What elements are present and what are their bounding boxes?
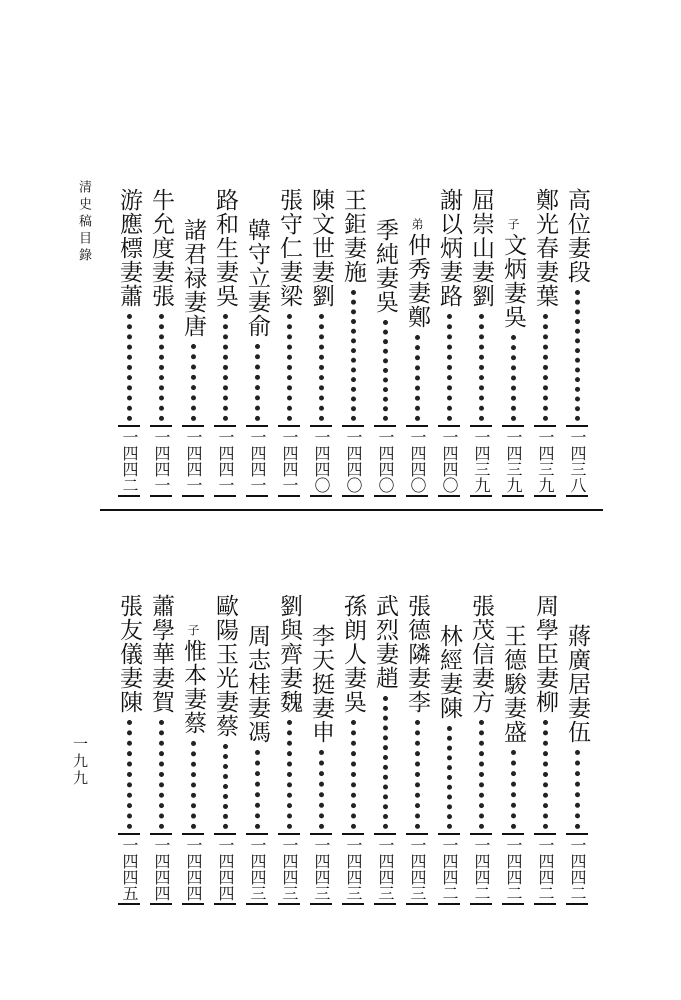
entry-page-number: 一四四三 — [374, 833, 396, 905]
entry-relation-prefix: 子 — [186, 624, 200, 636]
entry-title: 文炳妻吳 — [500, 233, 526, 329]
dot-leader — [255, 344, 260, 421]
toc-entry — [562, 188, 592, 497]
entry-title: 周學臣妻柳 — [532, 594, 558, 714]
entry-page-number: 一四四三 — [310, 833, 332, 905]
toc-entry — [210, 188, 240, 497]
dot-leader — [543, 720, 548, 829]
entry-title: 蔣廣居妻伍 — [564, 624, 590, 744]
entry-title: 韓守立妻俞 — [244, 218, 270, 338]
toc-entry — [402, 594, 432, 905]
dot-leader — [383, 320, 388, 421]
toc-entry — [402, 218, 432, 497]
entry-page-number: 一四四一 — [182, 425, 204, 497]
dot-leader — [191, 741, 196, 829]
dot-leader — [383, 696, 388, 829]
dot-leader — [511, 750, 516, 829]
toc-entry — [146, 594, 176, 905]
entry-title: 武烈妻趙 — [372, 594, 398, 690]
dot-leader — [255, 750, 260, 829]
entry-relation-prefix: 子 — [506, 218, 520, 230]
entry-title: 屈崇山妻劉 — [468, 188, 494, 308]
dot-leader — [127, 314, 132, 421]
entry-page-number: 一四四二 — [502, 833, 524, 905]
entry-page-number: 一四四二 — [566, 833, 588, 905]
entry-title: 張守仁妻梁 — [276, 188, 302, 308]
dot-leader — [223, 314, 228, 421]
entry-page-number: 一四四五 — [118, 833, 140, 905]
entry-title: 高位妻段 — [564, 188, 590, 284]
entry-title: 游應標妻蕭 — [116, 188, 142, 308]
entry-title: 鄭光春妻葉 — [532, 188, 558, 308]
dot-leader — [191, 344, 196, 421]
entry-page-number: 一四四〇 — [438, 425, 460, 497]
entry-page-number: 一四四一 — [150, 425, 172, 497]
entry-title: 張友儀妻陳 — [116, 594, 142, 714]
dot-leader — [319, 314, 324, 421]
entry-page-number: 一四四三 — [246, 833, 268, 905]
dot-leader — [351, 720, 356, 829]
toc-entry — [178, 624, 208, 905]
running-head: 清史稿目錄 — [76, 180, 91, 265]
toc-entry — [178, 218, 208, 497]
toc-entry — [466, 594, 496, 905]
entry-page-number: 一四四一 — [214, 425, 236, 497]
entry-page-number: 一四四二 — [470, 833, 492, 905]
dot-leader — [575, 750, 580, 829]
toc-entry — [498, 218, 528, 497]
toc-entry — [562, 624, 592, 905]
toc-entry — [242, 624, 272, 905]
dot-leader — [159, 314, 164, 421]
toc-entry — [338, 188, 368, 497]
toc-entry — [338, 594, 368, 905]
entry-page-number: 一四四一 — [246, 425, 268, 497]
entry-title: 蕭學華妻賀 — [148, 594, 174, 714]
entry-page-number: 一四四〇 — [374, 425, 396, 497]
dot-leader — [543, 314, 548, 421]
entry-title: 劉與齊妻魏 — [276, 594, 302, 714]
entry-title: 王德駿妻盛 — [500, 624, 526, 744]
entry-title: 張德隣妻李 — [404, 594, 430, 714]
entry-title: 牛允度妻張 — [148, 188, 174, 308]
entry-title: 惟本妻蔡 — [180, 639, 206, 735]
entry-relation-prefix: 弟 — [410, 218, 424, 230]
entry-page-number: 一四四〇 — [406, 425, 428, 497]
dot-leader — [479, 314, 484, 421]
entry-page-number: 一四三九 — [502, 425, 524, 497]
entry-title: 周志桂妻馮 — [244, 624, 270, 744]
toc-entry — [306, 624, 336, 905]
entry-page-number: 一四四一 — [278, 425, 300, 497]
toc-entry — [242, 218, 272, 497]
entry-title: 張茂信妻方 — [468, 594, 494, 714]
entry-page-number: 一四四二 — [534, 833, 556, 905]
entry-page-number: 一四四三 — [278, 833, 300, 905]
dot-leader — [127, 720, 132, 829]
entry-page-number: 一四三九 — [470, 425, 492, 497]
dot-leader — [351, 290, 356, 421]
toc-entry — [370, 594, 400, 905]
toc-entry — [434, 624, 464, 905]
dot-leader — [447, 726, 452, 829]
entry-title: 路和生妻吳 — [212, 188, 238, 308]
entry-page-number: 一四四〇 — [310, 425, 332, 497]
dot-leader — [319, 750, 324, 829]
entry-title: 陳文世妻劉 — [308, 188, 334, 308]
entry-page-number: 一四四二 — [438, 833, 460, 905]
entry-title: 歐陽玉光妻蔡 — [212, 594, 238, 738]
toc-entry — [274, 594, 304, 905]
toc-entry — [498, 624, 528, 905]
dot-leader — [415, 335, 420, 421]
toc-entry — [114, 594, 144, 905]
dot-leader — [511, 335, 516, 421]
entry-page-number: 一四三九 — [534, 425, 556, 497]
entry-title: 季純妻吳 — [372, 218, 398, 314]
entry-title: 孫朗人妻吳 — [340, 594, 366, 714]
toc-entry — [530, 188, 560, 497]
toc-entry — [114, 188, 144, 497]
toc-entry — [466, 188, 496, 497]
entry-page-number: 一四四三 — [406, 833, 428, 905]
dot-leader — [287, 720, 292, 829]
entry-title: 林經妻陳 — [436, 624, 462, 720]
page-number: 一九九 — [71, 736, 89, 787]
entry-page-number: 一四四四 — [214, 833, 236, 905]
section-divider — [100, 509, 603, 511]
entry-title: 王鉅妻施 — [340, 188, 366, 284]
toc-entry — [146, 188, 176, 497]
dot-leader — [447, 314, 452, 421]
entry-title: 仲秀妻鄭 — [404, 233, 430, 329]
toc-entry — [370, 218, 400, 497]
entry-title: 李天挺妻申 — [308, 624, 334, 744]
entry-page-number: 一四四三 — [342, 833, 364, 905]
toc-entry — [306, 188, 336, 497]
dot-leader — [223, 744, 228, 829]
entry-page-number: 一四四四 — [182, 833, 204, 905]
dot-leader — [159, 720, 164, 829]
dot-leader — [287, 314, 292, 421]
toc-entry — [210, 594, 240, 905]
entry-page-number: 一四四四 — [150, 833, 172, 905]
dot-leader — [415, 720, 420, 829]
toc-entry — [274, 188, 304, 497]
entry-page-number: 一四四〇 — [342, 425, 364, 497]
toc-entry — [530, 594, 560, 905]
dot-leader — [479, 720, 484, 829]
entry-title: 諸君禄妻唐 — [180, 218, 206, 338]
entry-page-number: 一四三八 — [566, 425, 588, 497]
entry-title: 謝以炳妻路 — [436, 188, 462, 308]
entry-page-number: 一四四二 — [118, 425, 140, 497]
dot-leader — [575, 290, 580, 421]
toc-entry — [434, 188, 464, 497]
